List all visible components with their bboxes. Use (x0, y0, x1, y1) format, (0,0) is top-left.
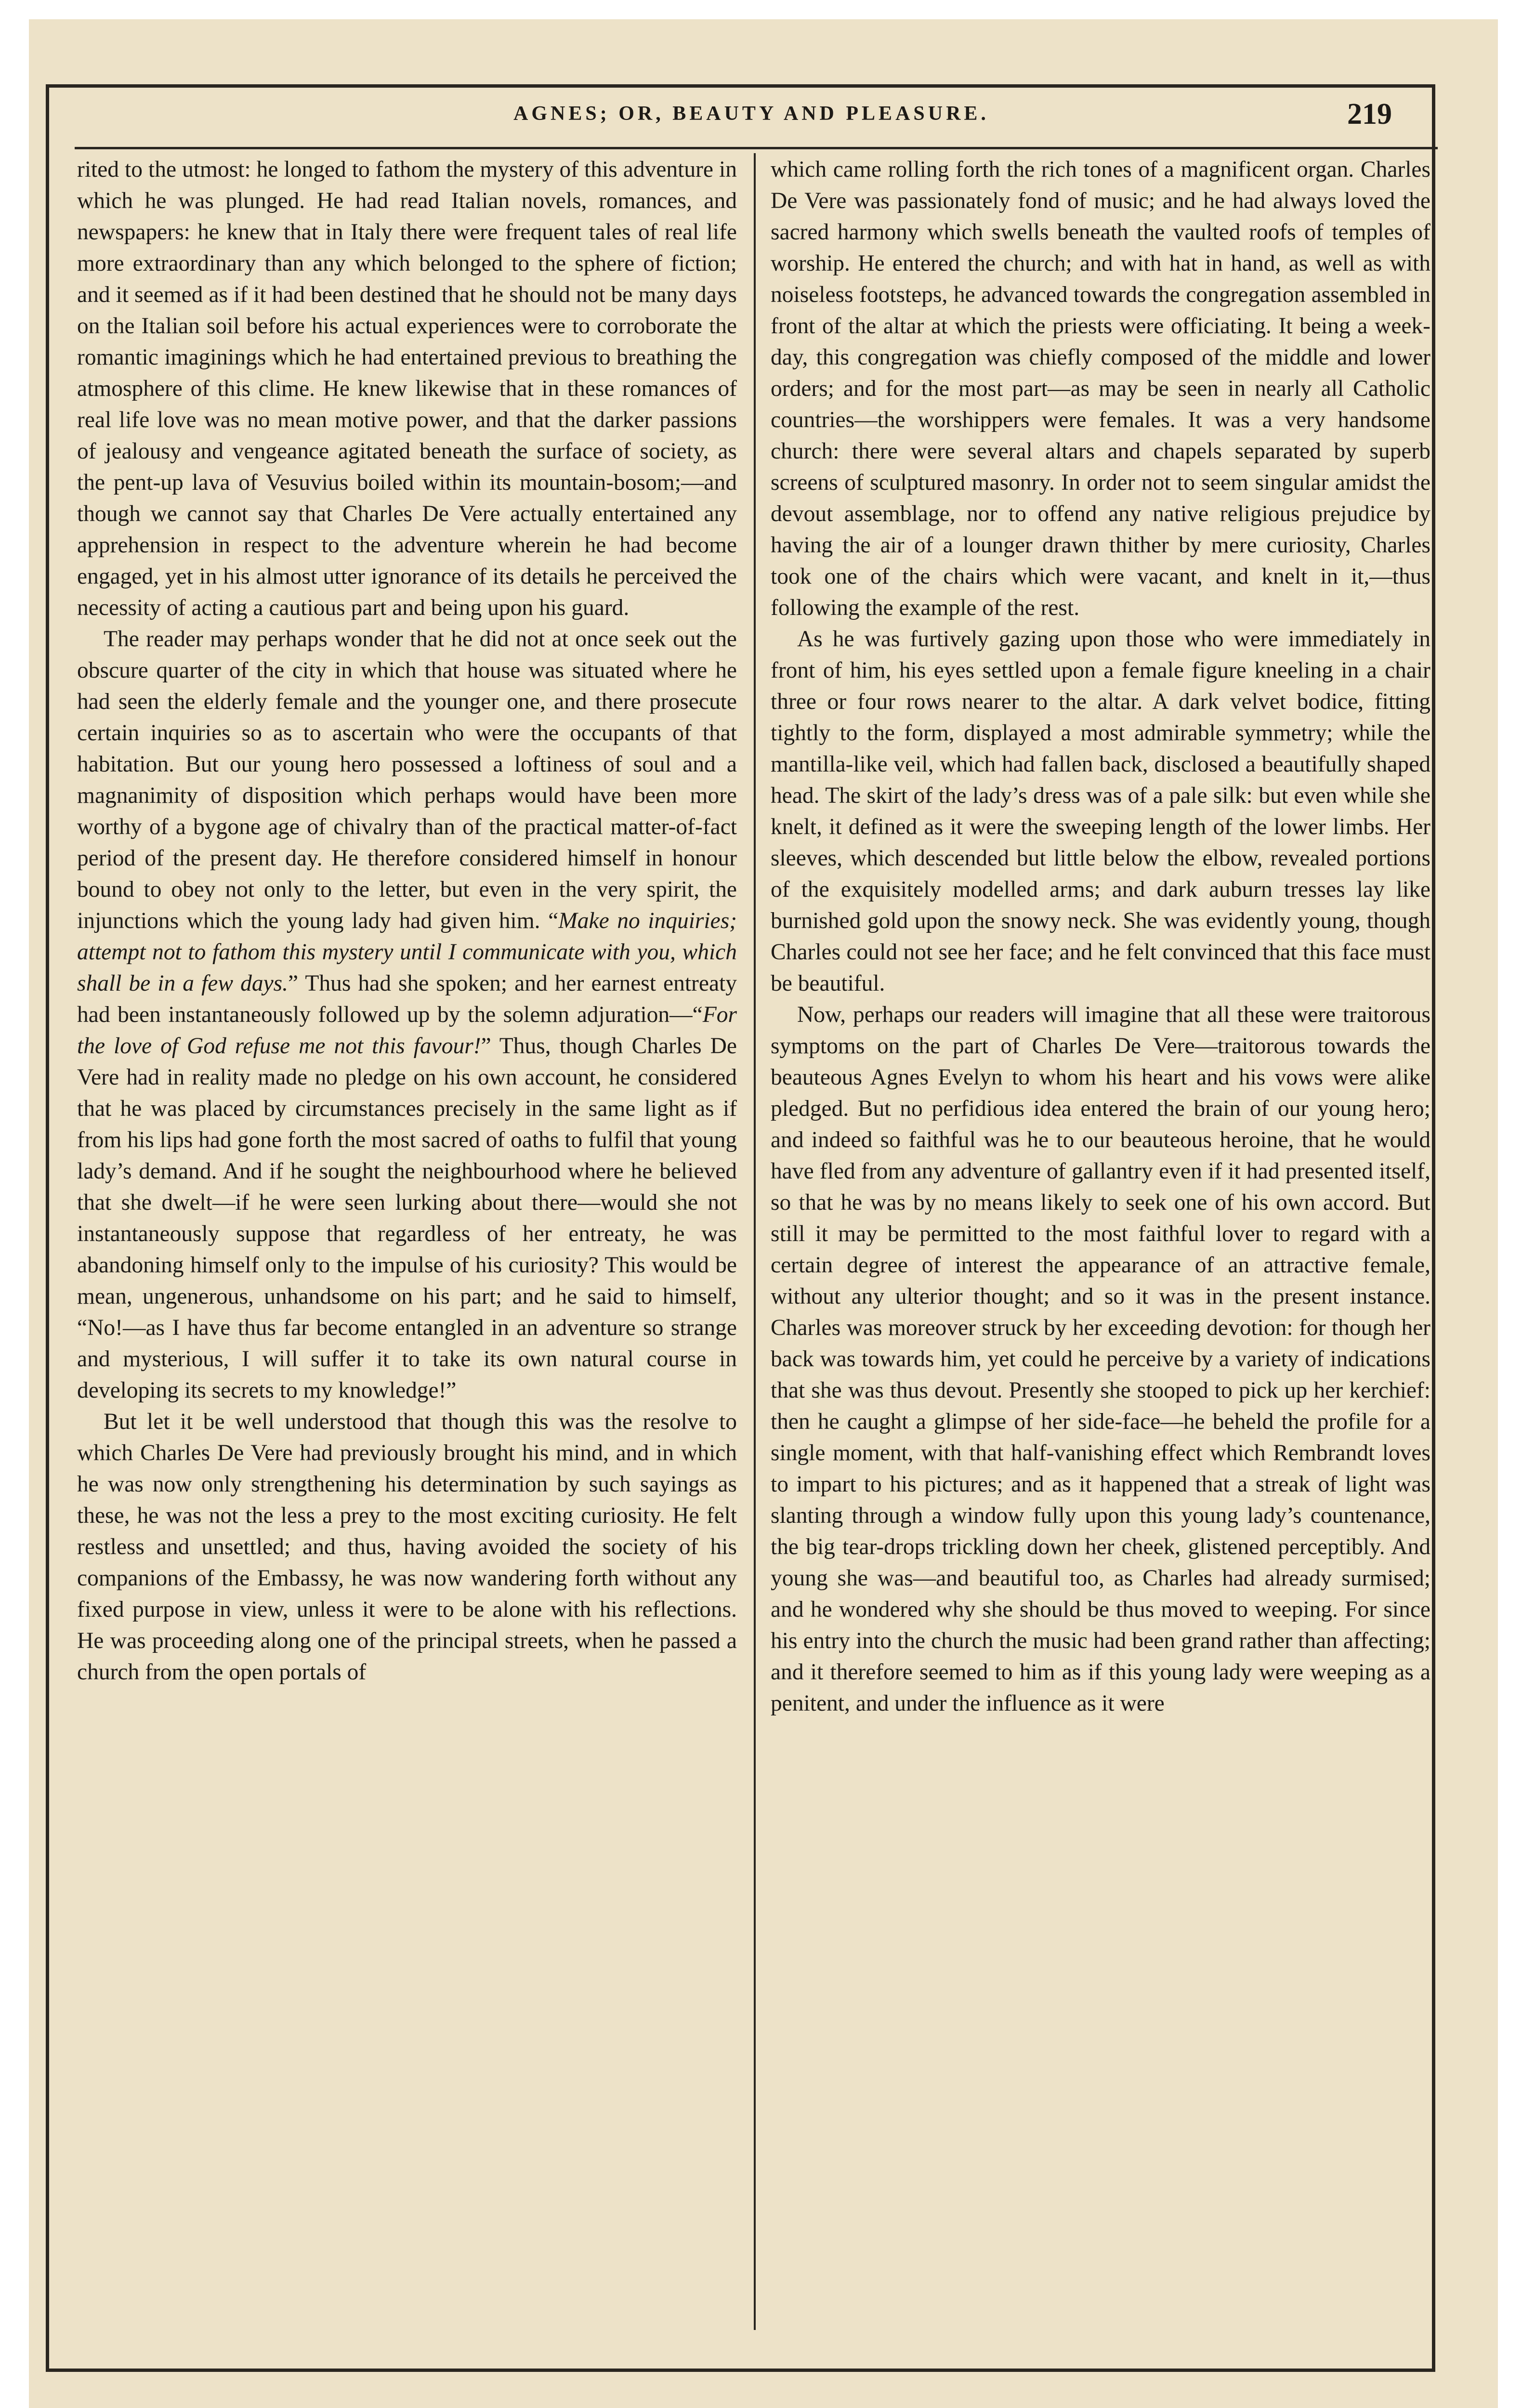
paragraph-text: ” Thus had she spoken; and her earnest entreaty had been instantaneously followed up by the solemn adjuration—“ (77, 971, 737, 1027)
paragraph: But let it be well understood that though this was the resolve to which Charles De Vere had previously brought his mind, and in which he was now only strengthening his determination by such sayings as these, he was not the less a prey to the most exciting curiosity. He felt restless and unsettled; and thus, having avoided the society of his companions of the Embassy, he was now wandering forth without any fixed purpose in view, unless it were to be alone with his reflections. He was proceeding along one of the principal streets, when he passed a church from the open portals of (77, 1409, 737, 1685)
paragraph: rited to the utmost: he longed to fathom the mystery of this adventure in which he was plunged. He had read Italian novels, romances, and newspapers: he knew that in Italy there were frequent tales of real life more extraordinary than any which belonged to the sphere of fiction; and it seemed as if it had been destined that he should not be many days on the Italian soil before his actual experiences were to corroborate the romantic imaginings which he had entertained previous to breathing the atmosphere of this clime. He knew likewise that in these romances of real life love was no mean motive power, and that the darker passions of jealousy and vengeance agitated beneath the surface of society, as the pent-up lava of Vesuvius boiled within its mountain-bosom;—and though we cannot say that Charles De Vere actually entertained any apprehension in respect to the adventure wherein he had become engaged, yet in his almost utter ignorance of its details he perceived the necessity of acting a cautious part and being upon his guard. (77, 157, 737, 620)
page-header (111, 96, 1392, 140)
paragraph-text: The reader may perhaps wonder that he did not at once seek out the obscure quarter of the city in which that house was situated where he had seen the elderly female and the younger one, and there prosecute certain inquiries so as to ascertain who were the occupants of that habitation. But our young hero possessed a loftiness of soul and a magnanimity of disposition which perhaps would have been more worthy of a bygone age of chivalry than of the practical matter-of-fact period of the present day. He therefore considered himself in honour bound to obey not only to the letter, but even in the very spirit, the injunctions which the young lady had given him. “ (77, 627, 737, 933)
paragraph: which came rolling forth the rich tones of a magnificent organ. Charles De Vere was passionately fond of music; and he had always loved the sacred harmony which swells beneath the vaulted roofs of temples of worship. He entered the church; and with hat in hand, as well as with noiseless footsteps, he advanced towards the congregation assembled in front of the altar at which the priests were officiating. It being a week-day, this congregation was chiefly composed of the middle and lower orders; and for the most part—as may be seen in nearly all Catholic countries—the worshippers were females. It was a very handsome church: there were several altars and chapels separated by superb screens of sculptured masonry. In order not to seem singular amidst the devout assemblage, nor to offend any native religious prejudice by having the air of a lounger drawn thither by mere curiosity, Charles took one of the chairs which were vacant, and knelt in it,—thus following the example of the rest. (771, 157, 1430, 620)
header-rule (75, 147, 1438, 149)
running-title: AGNES; OR, BEAUTY AND PLEASURE. (513, 103, 989, 125)
column-divider (754, 153, 756, 2330)
paragraph: Now, perhaps our readers will imagine that all these were traitorous symptoms on the part of Charles De Vere—traitorous towards the beauteous Agnes Evelyn to whom his heart and his vows were alike pledged. But no perfidious idea entered the brain of our young hero; and indeed so faithful was he to our beauteous heroine, that he would have fled from any adventure of gallantry even if it had presented itself, so that he was by no means likely to seek one of his own accord. But still it may be permitted to the most faithful lover to regard with a certain degree of interest the appearance of an attractive female, without any ulterior thought; and so it was in the present instance. Charles was moreover struck by her exceeding devotion: for though her back was towards him, yet could he perceive by a variety of indications that she was thus devout. Presently she stooped to pick up her kerchief: then he caught a glimpse of her side-face—he beheld the profile for a single moment, with that half-vanishing effect which Rembrandt loves to impart to his pictures; and as it happened that a streak of light was slanting through a window fully upon this young lady’s countenance, the big tear-drops trickling down her cheek, glistened perceptibly. And young she was—and beautiful too, as Charles had already surmised; and he wondered why she should be thus moved to weeping. For since his entry into the church the music had been grand rather than affecting; and it therefore seemed to him as if this young lady were weeping as a penitent, and under the influence as it were (771, 1002, 1430, 1716)
paragraph: As he was furtively gazing upon those who were immediately in front of him, his eyes settled upon a female figure kneeling in a chair three or four rows nearer to the altar. A dark velvet bodice, fitting tightly to the form, displayed a most admirable symmetry; while the mantilla-like veil, which had fallen back, disclosed a beautifully shaped head. The skirt of the lady’s dress was of a pale silk: but even while she knelt, it defined as it were the sweeping length of the lower limbs. Her sleeves, which descended but little below the elbow, revealed portions of the exquisitely modelled arms; and dark auburn tresses lay like burnished gold upon the snowy neck. She was evidently young, though Charles could not see her face; and he felt convinced that this face must be beautiful. (771, 627, 1430, 996)
quoted-adjuration: For the love of God refuse me not this favour! (77, 1002, 737, 1059)
quoted-injunction: Make no inquiries; attempt not to fathom this mystery until I communicate with you, which shall be in a few days. (77, 908, 737, 996)
paragraph-text: ” Thus, though Charles De Vere had in reality made no pledge on his own account, he considered that he was placed by circumstances precisely in the same light as if from his lips had gone forth the most sacred of oaths to fulfil that young lady’s demand. And if he sought the neighbourhood where he believed that she dwelt—if he were seen lurking about there—would she not instantaneously suppose that regardless of her entreaty, he was abandoning himself only to the impulse of his curiosity? This would be mean, ungenerous, unhandsome on his part; and he said to himself, “No!—as I have thus far become entangled in an adventure so strange and mysterious, I will suffer it to take its own natural course in developing its secrets to my knowledge!” (77, 1034, 737, 1403)
paragraph (77, 624, 737, 1406)
right-column (771, 154, 1430, 2341)
page-number: 219 (1347, 98, 1392, 131)
left-column (77, 154, 737, 2341)
